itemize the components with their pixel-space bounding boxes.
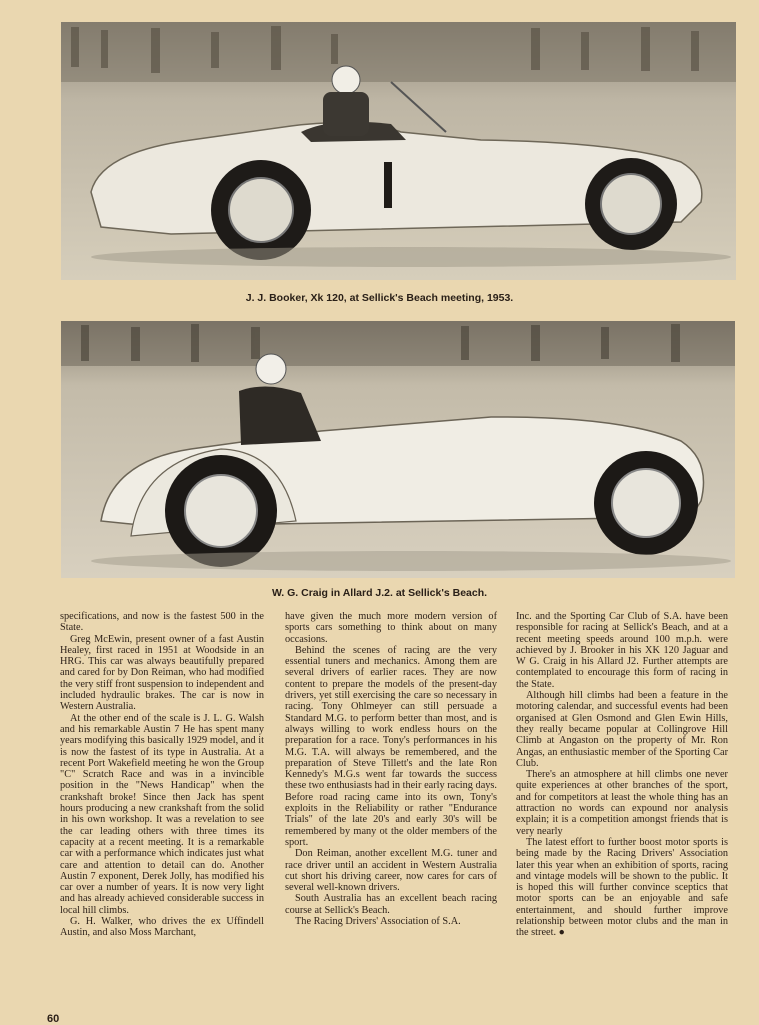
col2-paragraph: have given the much more modern version of sports cars something to think about on many occasions.: [285, 611, 497, 645]
col3-paragraph: The latest effort to further boost motor sports is being made by the Racing Drivers' Association later this year when an exhibition of sports, racing and vintage models will be shown to the public. It is hoped this will further convince sceptics that motor sports can be an enjoyable and safe entertainment, and should further improve relationship between motor clubs and the man in the street. ●: [516, 836, 728, 939]
article-column-1: [60, 611, 264, 939]
col3-paragraph: Although hill climbs had been a feature in the motoring calendar, and successful events had been organised at Glen Osmond and Glen Ewin Hills, they really became popular at Collingrove Hill Climb at Angaston on the property of Mr. Ron Angas, an enthusiastic member of the Sporting Car Club.: [516, 690, 728, 769]
col3-paragraph: Inc. and the Sporting Car Club of S.A. have been responsible for racing at Sellick's Beach, and at a recent meeting speeds around 100 m.p.h. were achieved by J. Brooker in his XK 120 Jaguar and W G. Craig in his Allard J2. Further attempts are contemplated to encourage this form of racing in the State.: [516, 611, 728, 690]
col2-paragraph: South Australia has an excellent beach racing course at Sellick's Beach.: [285, 893, 497, 916]
photo-xk120: [61, 22, 736, 280]
col1-paragraph: specifications, and now is the fastest 500 in the State.: [60, 611, 264, 634]
col2-paragraph: Behind the scenes of racing are the very essential tuners and mechanics. Among them are several drivers of earlier races. They are now content to prepare the models of the present-day drivers, yet still exercising the care so necessary in racing. Tony Ohlmeyer can still persuade a Standard M.G. to perform better than most, and is always willing to work endless hours on the preparation for a race. Tony's performances in his M.G. T.A. will always be remembered, and the preparation of Steve Tillett's and the late Ron Kennedy's M.G.s went far towards the success these two enthusiasts had in their early racing days. Before road racing came into its own, Tony's exploits in the Reliability or rather "Endurance Trials" of the late 20's and early 30's will be remembered by many ot the older members of the sport.: [285, 644, 497, 848]
caption-photo2: W. G. Craig in Allard J.2. at Sellick's Beach.: [271, 587, 488, 599]
page-number: 60: [47, 1013, 60, 1025]
col2-paragraph: Don Reiman, another excellent M.G. tuner and race driver until an accident in Western Australia cut short his driving career, now cares for cars of several well-known drivers.: [285, 848, 497, 894]
caption-photo1: J. J. Booker, Xk 120, at Sellick's Beach meeting, 1953.: [245, 292, 514, 304]
xk120-car-illustration: [61, 22, 736, 280]
col1-paragraph: At the other end of the scale is J. L. G. Walsh and his remarkable Austin 7 He has spent many years modifying this basically 1929 model, and it is now the fastest of its type in Australia. At a recent Port Wakefield meeting he won the Group "C" Scratch Race and was in a invincible position in the "News Handicap" when the crankshaft broke! Since then Jack has spent hours producing a new crankshaft from the solid in his own workshop. It was a revelation to see the car leading others with three times its capacity at a recent meeting. It is a remarkable car with a performance which indicates just what care and attention to detail can do. Another Austin 7 exponent, Derek Jolly, has modified his car over a number of years. It is now very light and has already achieved considerable success in local hill climbs.: [60, 712, 264, 916]
col1-paragraph: G. H. Walker, who drives the ex Uffindell Austin, and also Moss Marchant,: [60, 916, 264, 939]
allard-car-illustration: [61, 321, 735, 578]
col1-paragraph: Greg McEwin, present owner of a fast Austin Healey, first raced in 1951 at Woodside in an HRG. This car was always beautifully prepared and cared for by Don Reiman, who had modified the very stiff front suspension to independent and included hydraulic brakes. The car is now in Western Australia.: [60, 633, 264, 713]
col2-paragraph: The Racing Drivers' Association of S.A.: [295, 916, 461, 928]
col3-paragraph: There's an atmosphere at hill climbs one never quite experiences at other branches of the sport, and for competitors at least the whole thing has an attraction no words can expound nor analysis explain; it is a competition amongst friends that is very nearly: [516, 769, 728, 837]
photo-allard: [61, 321, 735, 578]
article-column-3: [516, 611, 728, 939]
article-column-2: [285, 611, 497, 927]
